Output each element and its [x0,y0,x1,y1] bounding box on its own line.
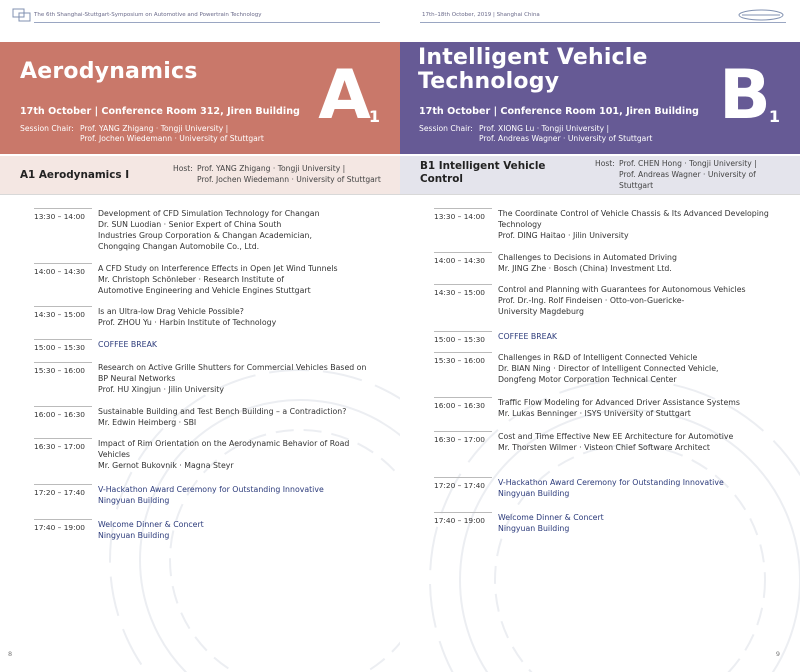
row-title: Traffic Flow Modeling for Advanced Driver Assistance Systems [498,398,740,407]
page-number: 9 [775,650,780,658]
host-3: Stuttgart [619,180,654,190]
host-label: Host: [595,159,615,168]
session-chair-2: Prof. Jochen Wiedemann · University of Stuttgart [80,134,264,144]
row-speaker: Mr. Edwin Heimberg · SBI [98,418,197,427]
row-speaker: Mr. Christoph Schönleber · Research Institute of [98,275,285,284]
row-speaker: Mr. Gernot Bukovnik · Magna Steyr [98,461,234,470]
session-hero-banner [0,42,400,154]
row-speaker: Chongqing Changan Automobile Co., Ltd. [98,242,260,251]
row-speaker: Ningyuan Building [498,524,570,533]
row-title: A CFD Study on Interference Effects in Open Jet Wind Tunnels [98,264,338,273]
row-title: V-Hackathon Award Ceremony for Outstanding Innovative [498,478,724,487]
row-speaker: Mr. Thorsten Wilmer · Visteon Chief Software Architect [498,443,710,452]
session-chair-label: Session Chair: [20,124,74,133]
session-title: B1 Intelligent Vehicle Control [420,160,546,185]
row-speaker: Mr. JING Zhe · Bosch (China) Investment Ltd. [498,264,672,273]
host-1: Prof. CHEN Hong · Tongji University | [619,159,757,168]
symposium-logo-icon [736,8,786,22]
right-page [400,0,800,672]
row-title: COFFEE BREAK [498,332,558,341]
session-host [173,164,381,186]
row-speaker: Prof. DING Haitao · Jilin University [498,231,629,240]
session-chair [419,124,652,145]
row-speaker: Prof. Dr.-Ing. Rolf Findeisen · Otto-von-Guericke- [498,296,685,305]
row-time: 16:00 – 16:30 [34,406,92,420]
row-speaker: Automotive Engineering and Vehicle Engines Stuttgart [98,286,311,295]
row-title: Sustainable Building and Test Bench Building – a Contradiction? [98,407,347,416]
header-rule [34,22,380,23]
row-time: 14:30 – 15:00 [434,284,492,298]
session-date-room: 17th October | Conference Room 312, Jiren Building [20,106,300,117]
session-chair-label: Session Chair: [419,124,473,133]
host-2: Prof. Jochen Wiedemann · University of Stuttgart [197,174,381,184]
row-time: 15:00 – 15:30 [434,331,492,345]
session-track-title-line-1: Intelligent Vehicle [418,45,648,70]
row-title: Welcome Dinner & Concert [98,520,204,529]
row-speaker: Prof. ZHOU Yu · Harbin Institute of Technology [98,318,277,327]
row-title: The Coordinate Control of Vehicle Chassis & Its Advanced Developing Technology [498,209,769,229]
row-speaker: Dr. SUN Luodian · Senior Expert of China South [98,220,282,229]
row-time: 17:20 – 17:40 [34,484,92,498]
row-title: COFFEE BREAK [98,340,158,349]
row-speaker: Industries Group Corporation & Changan Academician, [98,231,312,240]
running-title: 17th–18th October, 2019 | Shanghai China [422,12,540,18]
host-label: Host: [173,164,193,173]
row-speaker: Mr. Lukas Benninger · ISYS University of Stuttgart [498,409,691,418]
row-time: 16:30 – 17:00 [34,438,92,452]
header-logo-icon [12,8,32,22]
session-chair-1: Prof. XIONG Lu · Tongji University | [479,124,610,133]
row-speaker: Dongfeng Motor Corporation Technical Center [498,375,677,384]
row-speaker: Ningyuan Building [98,496,170,505]
row-speaker: Prof. HU Xingjun · Jilin University [98,385,224,394]
row-time: 16:30 – 17:00 [434,431,492,445]
session-host [595,159,757,191]
session-track-title-line-2: Technology [418,69,560,94]
row-time: 16:00 – 16:30 [434,397,492,411]
row-time: 15:30 – 16:00 [34,362,92,376]
row-time: 13:30 – 14:00 [34,208,92,222]
row-time: 14:30 – 15:00 [34,306,92,320]
row-speaker: University Magdeburg [498,307,584,316]
row-time: 14:00 – 14:30 [34,263,92,277]
session-date-room: 17th October | Conference Room 101, Jiren Building [419,106,699,117]
row-title: Impact of Rim Orientation on the Aerodynamic Behavior of Road Vehicles [98,439,350,459]
row-title: Welcome Dinner & Concert [498,513,604,522]
header-rule [420,22,786,23]
row-time: 14:00 – 14:30 [434,252,492,266]
session-letter: A [318,56,371,135]
row-time: 13:30 – 14:00 [434,208,492,222]
running-title: The 6th Shanghai-Stuttgart-Symposium on Automotive and Powertrain Technology [34,12,262,18]
row-time: 15:00 – 15:30 [34,339,92,353]
session-track-title [418,46,718,94]
session-subheader [0,156,400,195]
row-title: Development of CFD Simulation Technology for Changan [98,209,320,218]
row-title: Control and Planning with Guarantees for Autonomous Vehicles [498,285,746,294]
row-speaker: Ningyuan Building [498,489,570,498]
session-chair [20,124,264,145]
session-hero-banner [400,42,800,154]
host-2: Prof. Andreas Wagner · University of [619,169,756,179]
session-subheader [400,156,800,195]
session-letter-badge [719,56,780,147]
row-title: Challenges in R&D of Intelligent Connected Vehicle [498,353,698,362]
page-number: 8 [8,650,13,658]
session-title: A1 Aerodynamics I [20,169,130,181]
session-letter-sub: 1 [368,107,380,126]
row-time: 17:40 – 19:00 [34,519,92,533]
row-time: 17:40 – 19:00 [434,512,492,526]
row-title: Is an Ultra-low Drag Vehicle Possible? [98,307,244,316]
session-letter-sub: 1 [768,107,780,126]
row-speaker: Ningyuan Building [98,531,170,540]
row-title: Cost and Time Effective New EE Architecture for Automotive [498,432,734,441]
session-letter-badge [318,56,380,147]
session-chair-2: Prof. Andreas Wagner · University of Stuttgart [479,134,653,144]
session-chair-1: Prof. YANG Zhigang · Tongji University | [80,124,229,133]
row-title: V-Hackathon Award Ceremony for Outstanding Innovative [98,485,324,494]
row-time: 15:30 – 16:00 [434,352,492,366]
host-1: Prof. YANG Zhigang · Tongji University | [197,164,346,173]
row-speaker: Dr. BIAN Ning · Director of Intelligent Connected Vehicle, [498,364,719,373]
row-title: Research on Active Grille Shutters for Commercial Vehicles Based on BP Neural Networks [98,363,367,383]
row-time: 17:20 – 17:40 [434,477,492,491]
row-title: Challenges to Decisions in Automated Driving [498,253,677,262]
session-track-title: Aerodynamics [20,59,198,84]
session-letter: B [719,56,771,135]
